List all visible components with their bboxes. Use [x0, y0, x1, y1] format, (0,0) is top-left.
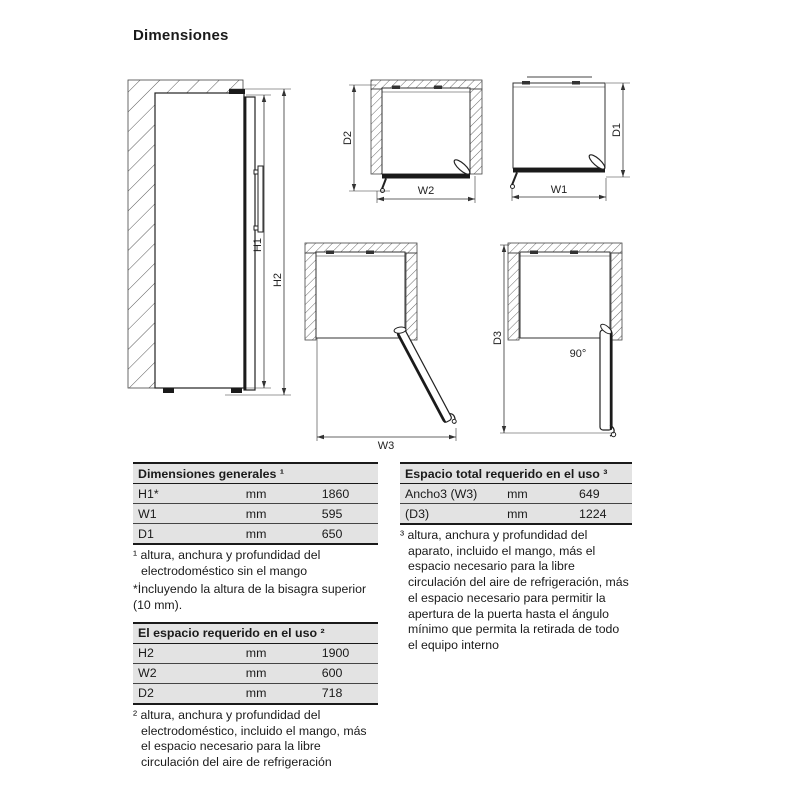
table-row: [133, 663, 378, 683]
table-total-space: [400, 462, 632, 525]
spec-name: D2: [133, 683, 241, 704]
table-row: [133, 683, 378, 704]
dimension-label-w3: W3: [377, 440, 395, 450]
spec-value: 1900: [317, 643, 378, 663]
dimension-label-h1: H1: [252, 237, 264, 253]
table-title: Dimensiones generales ¹: [133, 463, 378, 484]
door-closed: [382, 174, 470, 179]
niche-wall-right: [611, 253, 622, 340]
table-space-required: [133, 622, 378, 705]
table-general-dimensions: [133, 462, 378, 545]
door-handle: [258, 166, 263, 232]
spec-unit: mm: [241, 484, 317, 504]
spec-value: 650: [317, 524, 378, 545]
spec-value: 1860: [317, 484, 378, 504]
dimension-label-d2: D2: [342, 130, 354, 146]
spec-name: W2: [133, 663, 241, 683]
left-column: [133, 462, 378, 771]
right-column: [400, 462, 632, 654]
open-door: [392, 322, 457, 428]
spec-value: 649: [574, 484, 632, 504]
spec-name: H2: [133, 643, 241, 663]
angle-label: 90°: [569, 348, 587, 360]
foot-right: [231, 388, 242, 393]
page-title: Dimensiones: [133, 27, 229, 44]
fridge-cabinet: [155, 93, 244, 388]
footnote-asterisk: *İncluyendo la altura de la bisagra superior (10 mm).: [133, 582, 367, 613]
footnote-3: ³ altura, anchura y profundidad del aparato, incluido el mango, más el espacio necesario para la libre circulación del aire de refrigeración, más el espacio necesario para permitir la apertura de la puerta hasta el ángulo mínimo que permita la retirada de todo el equipo interno: [400, 528, 629, 652]
spec-name: Ancho3 (W3): [400, 484, 502, 504]
niche-wall-left: [305, 253, 316, 340]
dimension-label-h2: H2: [272, 272, 284, 288]
footnote-1: ¹ altura, anchura y profundidad del electrodoméstico sin el mango: [133, 548, 321, 578]
table-row: [133, 504, 378, 524]
spec-name: D1: [133, 524, 241, 545]
spec-unit: mm: [241, 663, 317, 683]
fridge-top-view: [316, 252, 405, 338]
door-handle: [512, 173, 517, 186]
niche-wall-left: [508, 253, 519, 340]
niche-wall-right: [406, 253, 417, 340]
table-row: [400, 504, 632, 525]
table-row: [400, 484, 632, 504]
spec-unit: mm: [241, 504, 317, 524]
spec-unit: mm: [241, 683, 317, 704]
spec-name: W1: [133, 504, 241, 524]
spec-name: (D3): [400, 504, 502, 525]
door-open-90-diagram: [490, 238, 660, 450]
dimension-label-d1: D1: [611, 122, 623, 138]
spec-unit: mm: [502, 504, 574, 525]
door-edge: [244, 97, 246, 390]
top-view-niche-diagram: [340, 70, 490, 210]
foot-left: [163, 388, 174, 393]
spec-unit: mm: [241, 524, 317, 545]
table-title: Espacio total requerido en el uso ³: [400, 463, 632, 484]
door-open-wide-diagram: [295, 238, 475, 450]
footnote-2: ² altura, anchura y profundidad del electrodoméstico, incluido el mango, más el espacio necesario para la libre circulación del aire de refrigeración: [133, 707, 367, 769]
dimension-label-w1: W1: [550, 184, 568, 196]
table-row: [133, 484, 378, 504]
table-row: [133, 643, 378, 663]
door-closed: [513, 168, 605, 173]
spec-value: 595: [317, 504, 378, 524]
spec-value: 600: [317, 663, 378, 683]
table-row: [133, 524, 378, 545]
side-view-diagram: [125, 75, 295, 405]
top-view-free-diagram: [500, 70, 640, 210]
spec-name: H1*: [133, 484, 241, 504]
spec-value: 718: [317, 683, 378, 704]
niche-wall-left: [371, 89, 382, 174]
top-hinge: [229, 89, 245, 94]
fridge-top-view: [520, 252, 610, 338]
niche-wall-right: [470, 89, 482, 174]
spec-unit: mm: [502, 484, 574, 504]
door-handle: [382, 179, 386, 190]
spec-value: 1224: [574, 504, 632, 525]
dimension-label-w2: W2: [417, 185, 435, 197]
spec-unit: mm: [241, 643, 317, 663]
table-title: El espacio requerido en el uso ²: [133, 623, 378, 644]
dimension-label-d3: D3: [492, 330, 504, 346]
